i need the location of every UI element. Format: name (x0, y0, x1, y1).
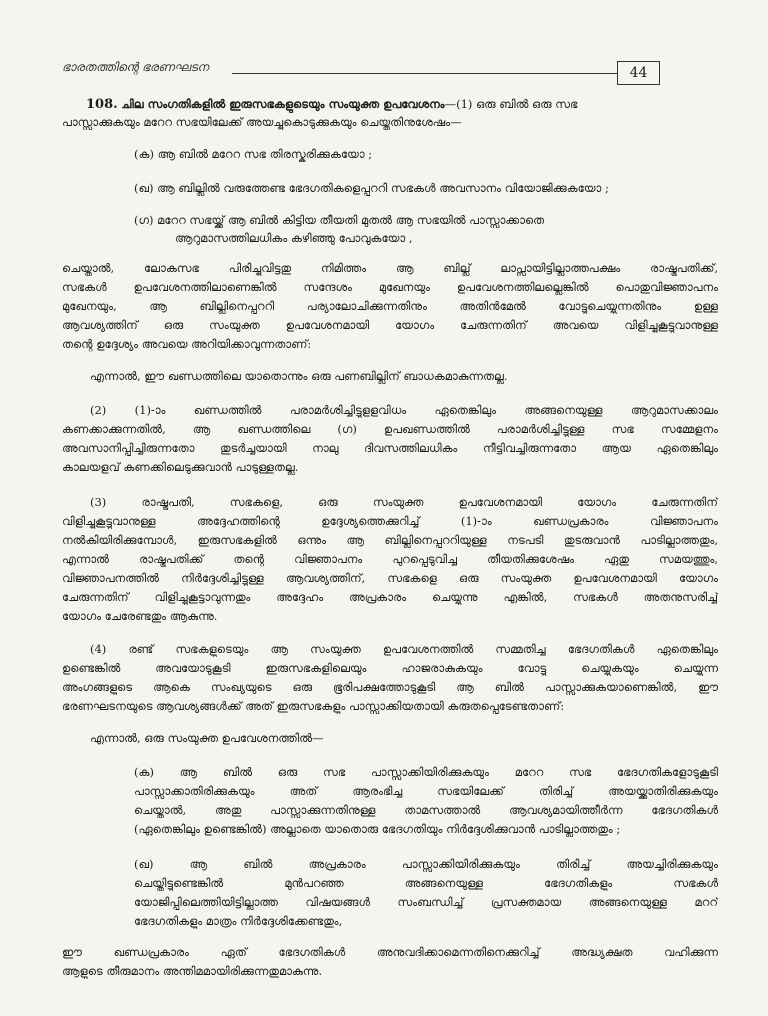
item-ka: (ക) ആ ബിൽ മറേറ സഭ തിരസ്കരിക്കുകയോ ; (134, 147, 373, 161)
clause-4-line: അംഗങ്ങളുടെ ആകെ സംഖ്യയുടെ ഒരു ഭൂരിപക്ഷത്തോടുകൂടി ആ ബിൽ പാസ്സാക്കുകയാണെങ്കിൽ, ഈ (62, 680, 718, 694)
article-number: 108. (86, 97, 118, 112)
clause-2-line: കാലയളവ് കണക്കിലെടുക്കുവാൻ പാടുള്ളതല്ല. (62, 460, 299, 474)
para1-line: മുഖേനയും, ആ ബില്ലിനെപ്പററി പര്യാലോചിക്കുന്നതിനും അതിൻമേൽ വോട്ടുചെയ്യുന്നതിനും ഉള്ള (62, 299, 718, 313)
clause-3-line: എന്നാൽ രാഷ്ട്രപതിക്ക് തന്റെ വിജ്ഞാപനം പുറപ്പെടുവിച്ച തീയതിക്കുശേഷം ഏതു സമയത്തും, (62, 552, 718, 566)
header-rule (232, 73, 618, 74)
proviso-2-kha-line: യോജിപ്പിലെത്തിയിട്ടില്ലാത്ത വിഷയങ്ങൾ സംബന്ധിച്ച് പ്രസക്തമായ അങ്ങനെയുള്ള മററ് (134, 895, 718, 909)
article-heading: ചില സംഗതികളിൽ ഇരുസഭകളുടെയും സംയുക്ത ഉപവേശനം (121, 97, 445, 111)
proviso-2-ka-line: പാസ്സാക്കാതിരിക്കുകയും അത് ആരംഭിച്ച സഭയിലേക്ക് തിരിച്ച് അയയ്ക്കാതിരിക്കുകയും (134, 784, 718, 798)
article-heading-line: 108. ചില സംഗതികളിൽ ഇരുസഭകളുടെയും സംയുക്ത ഉപവേശനം—(1) ഒരു ബിൽ ഒരു സഭ (86, 97, 578, 112)
closing-line: ഈ ഖണ്ഡപ്രകാരം ഏത് ഭേദഗതികൾ അനുവദിക്കാമെന്നതിനെക്കുറിച്ച് അദ്ധ്യക്ഷത വഹിക്കുന്ന (62, 945, 718, 959)
para1-line: തന്റെ ഉദ്ദേശ്യം അവയെ അറിയിക്കാവുന്നതാണ്: (62, 337, 312, 351)
intro-line: പാസ്സാക്കുകയും മറേറ സഭയിലേക്ക് അയച്ചുകൊടുക്കുകയും ചെയ്തതിനുശേഷം— (62, 115, 462, 129)
proviso-2-ka-line: (ഏതെങ്കിലും ഉണ്ടെങ്കിൽ) അല്ലാതെ യാതൊരു ഭേദഗതിയും നിർദ്ദേശിക്കുവാൻ പാടില്ലാത്തതും ; (134, 822, 621, 836)
proviso-2-kha-line: (ഖ) ആ ബിൽ അപ്രകാരം പാസ്സാക്കിയിരിക്കുകയും തിരിച്ച് അയച്ചിരിക്കുകയും (134, 857, 718, 871)
clause-2-line: (2) (1)-ാം ഖണ്ഡത്തിൽ പരാമർശിച്ചിട്ടുളളവിധം ഏതെങ്കിലും അങ്ങനെയുള്ള ആറുമാസക്കാലം (90, 403, 718, 417)
page-number: 44 (617, 61, 660, 85)
clause-1-intro: ഒരു ബിൽ ഒരു സഭ (476, 97, 578, 111)
proviso-2-ka-line: ചെയ്താൽ, അതു പാസ്സാക്കുന്നതിനുള്ള താമസത്താൽ ആവശ്യമായിത്തീർന്ന ഭേദഗതികൾ (134, 803, 718, 817)
clause-4-line: ഉണ്ടെങ്കിൽ അവയോടുകൂടി ഇരുസഭകളിലെയും ഹാജരാകുകയും വോട്ടു ചെയ്യുകയും ചെയ്യുന്ന (62, 661, 718, 675)
clause-3-line: (3) രാഷ്ട്രപതി, സഭകളെ, ഒരു സംയുക്ത ഉപവേശനമായി യോഗം ചേരുന്നതിന് (90, 495, 718, 509)
closing-line: ആളുടെ തീരുമാനം അന്തിമമായിരിക്കുന്നതുമാകുന്നു. (62, 964, 323, 978)
clause-3-line: നൽകിയിരിക്കുമ്പോൾ, ഇരുസഭകളിൽ ഒന്നും ആ ബില്ലിനെപ്പററിയുള്ള നടപടി തുടരുവാൻ പാടില്ലാത്തതും, (62, 533, 718, 547)
proviso-2-kha-line: ചെയ്തിട്ടുണ്ടെങ്കിൽ മുൻപറഞ്ഞ അങ്ങനെയുള്ള ഭേദഗതികളും സഭകൾ (134, 876, 718, 890)
clause-1-number: (1) (456, 97, 473, 111)
clause-3-line: യോഗം ചേരേണ്ടതും ആകുന്നു. (62, 609, 218, 623)
proviso-2: എന്നാൽ, ഒരു സംയുക്ത ഉപവേശനത്തിൽ— (90, 731, 324, 745)
clause-3-line: വിളിച്ചുകൂട്ടുവാനുള്ള അദ്ദേഹത്തിന്റെ ഉദ്ദേശ്യത്തെക്കുറിച്ച് (1)-ാം ഖണ്ഡപ്രകാരം വിജ്ഞാപനം (62, 514, 718, 528)
clause-4-line: ഭരണഘടനയുടെ ആവശ്യങ്ങൾക്ക് അത് ഇരുസഭകളും പാസ്സാക്കിയതായി കരുതപ്പെടേണ്ടതാണ്: (62, 699, 565, 713)
para1-line: സഭകൾ ഉപവേശനത്തിലാണെങ്കിൽ സന്ദേശം മുഖേനയും ഉപവേശനത്തിലല്ലെങ്കിൽ പൊതുവിജ്ഞാപനം (62, 280, 718, 294)
proviso-2-ka-line: (ക) ആ ബിൽ ഒരു സഭ പാസ്സാക്കിയിരിക്കുകയും മറേറ സഭ ഭേദഗതികളോടുകൂടി (134, 765, 718, 779)
clause-3-line: വിജ്ഞാപനത്തിൽ നിർദ്ദേശിച്ചിട്ടുള്ള ആവശ്യത്തിന്, സഭകളെ ഒരു സംയുക്ത ഉപവേശനമായി യോഗം (62, 571, 718, 585)
clause-2-line: അവസാനിപ്പിച്ചിരുന്നതോ തുടർച്ചയായി നാലു ദിവസത്തിലധികം നീട്ടിവച്ചിരുന്നതോ ആയ ഏതെങ്കിലും (62, 441, 718, 455)
proviso-2-kha-line: ഭേദഗതികളും മാത്രം നിർദ്ദേശിക്കേണ്ടതും, (134, 914, 343, 928)
item-ga-line-2: ആറുമാസത്തിലധികം കഴിഞ്ഞു പോവുകയോ , (175, 231, 413, 245)
running-title: ഭാരതത്തിന്റെ ഭരണഘടന (62, 60, 209, 74)
para1-line: ചെയ്താൽ, ലോകസഭ പിരിച്ചുവിട്ടതു നിമിത്തം ആ ബില്ല് ലാപ്സായിട്ടില്ലാത്തപക്ഷം രാഷ്ട്രപതിക്ക്, (62, 261, 718, 275)
clause-3-line: ചേരുന്നതിന് വിളിച്ചുകൂട്ടാവുന്നതും അദ്ദേഹം അപ്രകാരം ചെയ്യുന്നു എങ്കിൽ, സഭകൾ അതനുസരിച്ച് (62, 590, 718, 604)
item-ga-line-1: (ഗ) മറേറ സഭയ്ക്ക് ആ ബിൽ കിട്ടിയ തീയതി മുതൽ ആ സഭയിൽ പാസ്സാക്കാതെ (134, 213, 545, 227)
para1-line: ആവശ്യത്തിന് ഒരു സംയുക്ത ഉപവേശനമായി യോഗം ചേരുന്നതിന് അവയെ വിളിച്ചുകൂട്ടുവാനുള്ള (62, 318, 718, 332)
proviso-1: എന്നാൽ, ഈ ഖണ്ഡത്തിലെ യാതൊന്നും ഒരു പണബില്ലിന് ബാധകമാകുന്നതല്ല. (90, 369, 508, 383)
item-kha: (ഖ) ആ ബില്ലിൽ വരുത്തേണ്ട ഭേദഗതികളെപ്പററി സഭകൾ അവസാനം വിയോജിക്കുകയോ ; (134, 181, 609, 195)
clause-4-line: (4) രണ്ട് സഭകളുടെയും ആ സംയുക്ത ഉപവേശനത്തിൽ സമ്മതിച്ച ഭേദഗതികൾ ഏതെങ്കിലും (90, 642, 718, 656)
clause-2-line: കണക്കാക്കുന്നതിൽ, ആ ഖണ്ഡത്തിലെ (ഗ) ഉപഖണ്ഡത്തിൽ പരാമർശിച്ചിട്ടുള്ള സഭ സമ്മേളനം (62, 422, 718, 436)
